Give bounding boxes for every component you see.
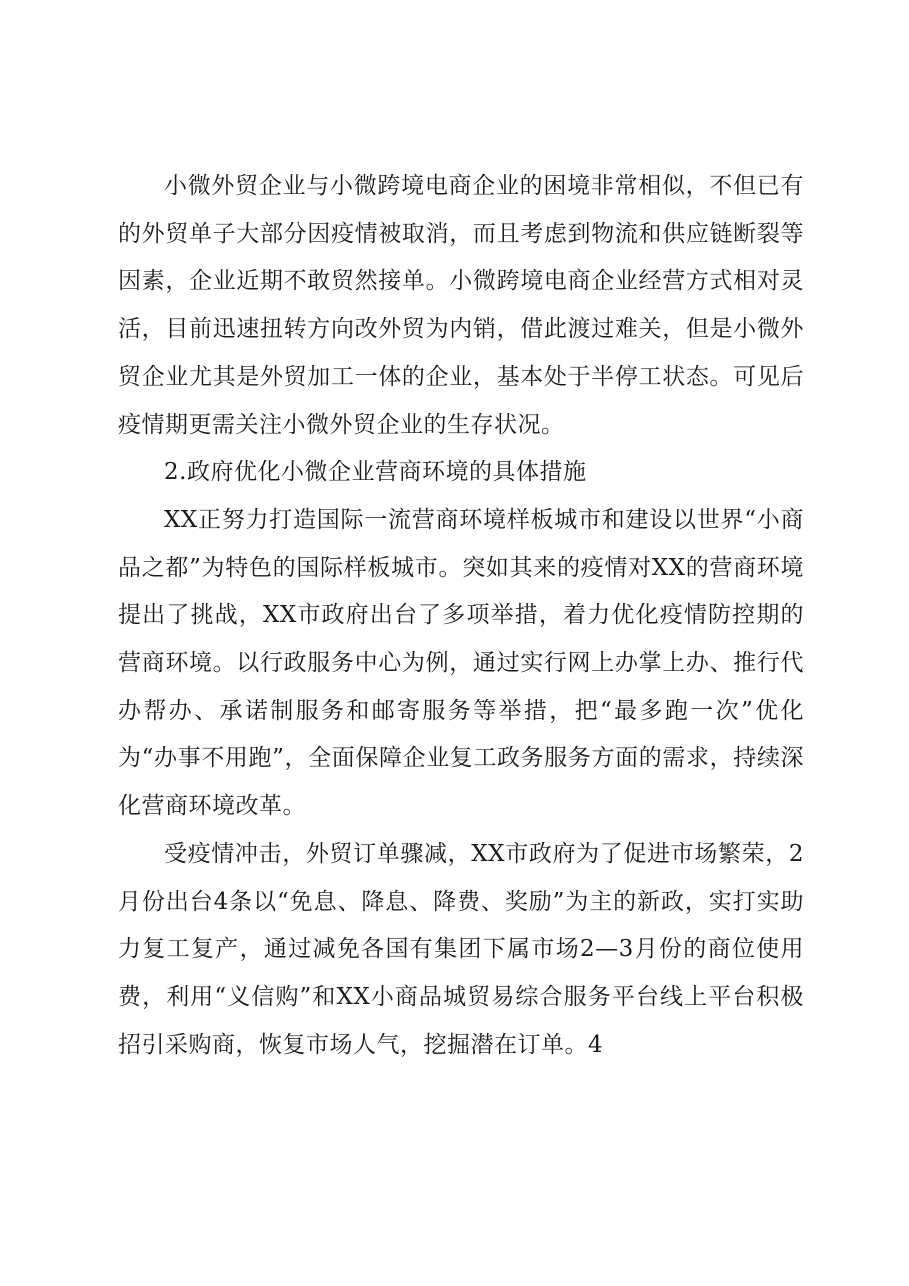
paragraph-business-environment: XX正努力打造国际一流营商环境样板城市和建设以世界“小商品之都”为特色的国际样板城市。突如其来的疫情对XX的营商环境提出了挑战，XX市政府出台了多项举措，着力优化疫情防控期的营商环境。以行政服务中心为例，通过实行网上办掌上办、推行代办帮办、承诺制服务和邮寄服务等举措，把“最多跑一次”优化为“办事不用跑”，全面保障企业复工政务服务方面的需求，持续深化营商环境改革。	[118, 506, 804, 820]
paragraph-trade-difficulties: 小微外贸企业与小微跨境电商企业的困境非常相似，不但已有的外贸单子大部分因疫情被取消，而且考虑到物流和供应链断裂等因素，企业近期不敢贸然接单。小微跨境电商企业经营方式相对灵活，目前迅速扭转方向改外贸为内销，借此渡过难关，但是小微外贸企业尤其是外贸加工一体的企业，基本处于半停工状态。可见后疫情期更需关注小微外贸企业的生存状况。	[118, 173, 804, 438]
section-heading: 2.政府优化小微企业营商环境的具体措施	[164, 459, 587, 486]
paragraph-policy-measures: 受疫情冲击，外贸订单骤减，XX市政府为了促进市场繁荣，2月份出台4条以“免息、降息、降费、奖励”为主的新政，实打实助力复工复产，通过减免各国有集团下属市场2—3月份的商位使用费，利用“义信购”和XX小商品城贸易综合服务平台线上平台积极招引采购商，恢复市场人气，挖掘潜在订单。4	[118, 840, 804, 1058]
document-body	[118, 163, 804, 1069]
